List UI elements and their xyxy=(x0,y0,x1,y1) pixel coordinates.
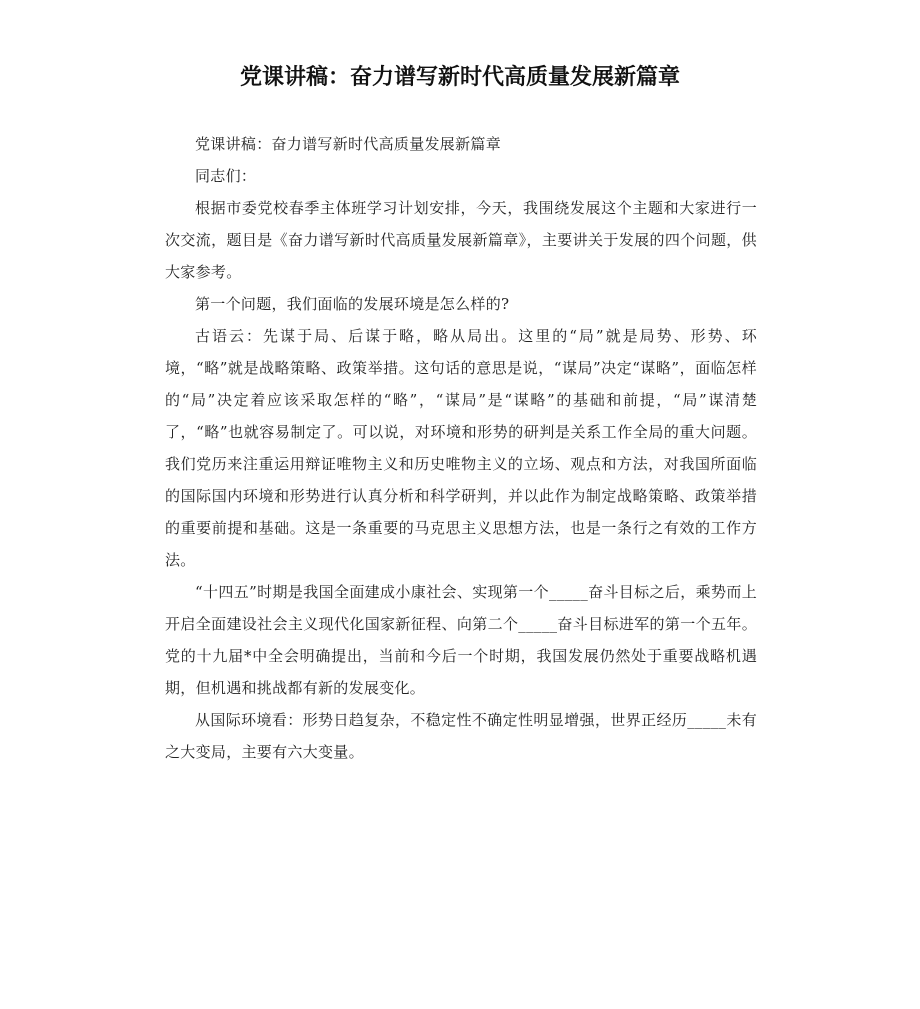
document-title: 党课讲稿：奋力谱写新时代高质量发展新篇章 xyxy=(239,65,680,90)
paragraph-intro: 根据市委党校春季主体班学习计划安排，今天，我围绕发展这个主题和大家进行一次交流，题目是《奋力谱写新时代高质量发展新篇章》，主要讲关于发展的四个问题，供大家参考。 xyxy=(165,199,757,281)
paragraph-fourteenth-five-year: “十四五”时期是我国全面建成小康社会、实现第一个_____奋斗目标之后，乘势而上开启全面建设社会主义现代化国家新征程、向第二个_____奋斗目标进军的第一个五年。党的十九届*中全会明确提出，当前和今后一个时期，我国发展仍然处于重要战略机遇期，但机遇和挑战都有新的发展变化。 xyxy=(165,583,757,697)
paragraph-salutation: 同志们： xyxy=(195,167,257,185)
paragraph-question-one: 第一个问题，我们面临的发展环境是怎么样的? xyxy=(195,295,510,313)
document-body xyxy=(165,128,757,768)
paragraph-subtitle: 党课讲稿：奋力谱写新时代高质量发展新篇章 xyxy=(195,135,502,153)
paragraph-strategy: 古语云：先谋于局、后谋于略，略从局出。这里的“局”就是局势、形势、环境，“略”就是战略策略、政策举措。这句话的意思是说，“谋局”决定“谋略”，面临怎样的“局”决定着应该采取怎样的“略”，“谋局”是“谋略”的基础和前提，“局”谋清楚了，“略”也就容易制定了。可以说，对环境和形势的研判是关系工作全局的重大问题。我们党历来注重运用辩证唯物主义和历史唯物主义的立场、观点和方法，对我国所面临的国际国内环境和形势进行认真分析和科学研判，并以此作为制定战略策略、政策举措的重要前提和基础。这是一条重要的马克思主义思想方法，也是一条行之有效的工作方法。 xyxy=(165,327,757,569)
paragraph-international: 从国际环境看：形势日趋复杂，不稳定性不确定性明显增强，世界正经历_____未有之大变局，主要有六大变量。 xyxy=(165,711,757,761)
